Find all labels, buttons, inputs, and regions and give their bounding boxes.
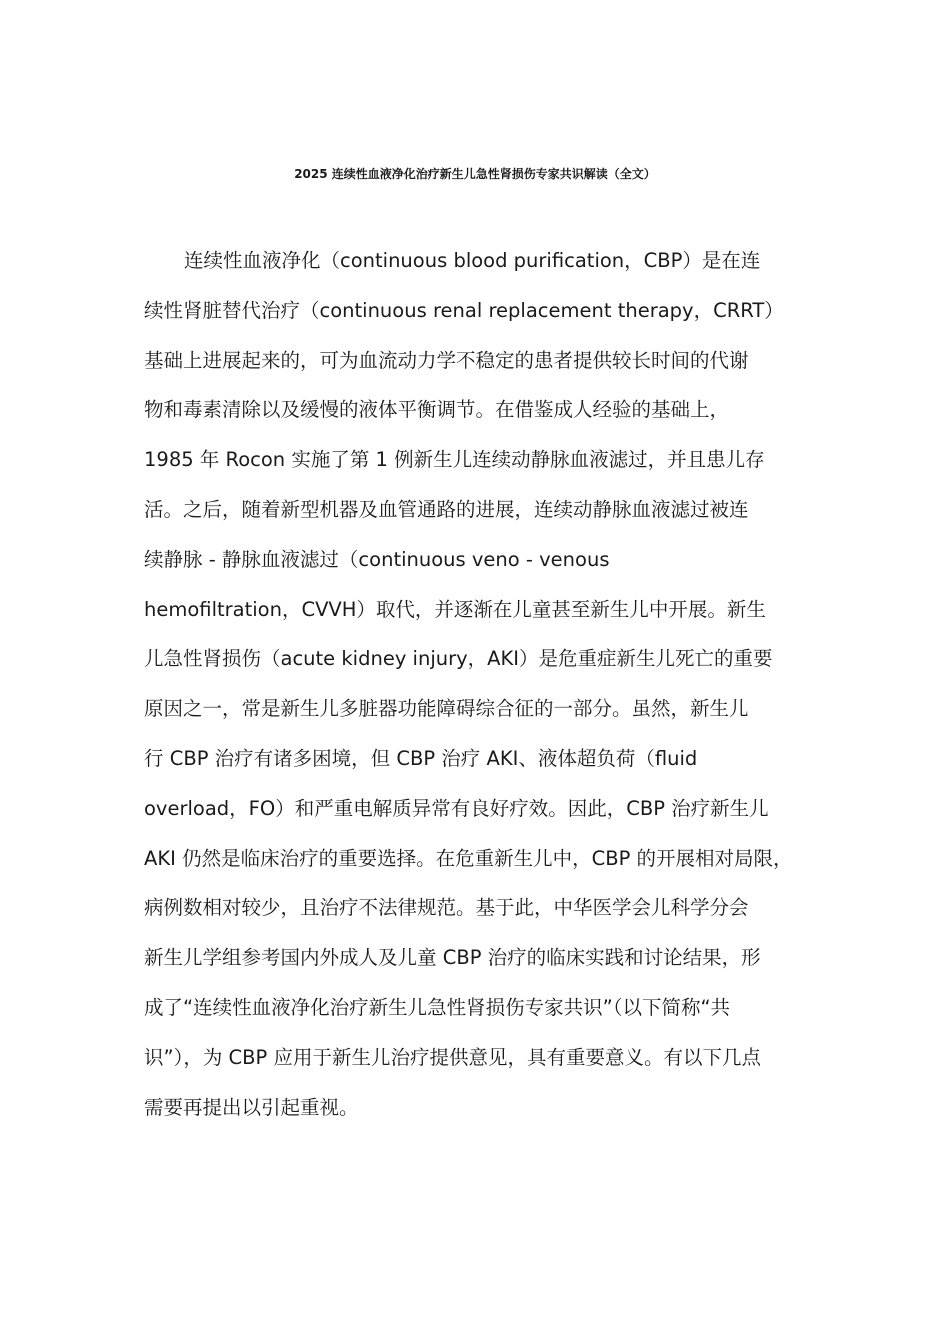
paragraph-line: 活。之后，随着新型机器及血管通路的进展，连续动静脉血液滤过被连 [144,497,749,521]
paragraph-line: 续静脉 - 静脉血液滤过（continuous veno - venous [144,547,610,571]
paragraph-line: overload，FO）和严重电解质异常有良好疗效。因此，CBP 治疗新生儿 [144,796,769,820]
paragraph-line: AKI 仍然是临床治疗的重要选择。在危重新生儿中，CBP 的开展相对局限， [144,846,793,870]
paragraph-line: 成了“连续性血液净化治疗新生儿急性肾损伤专家共识”（以下简称“共 [144,995,731,1019]
paragraph-line: 续性肾脏替代治疗（continuous renal replacement therapy，CRRT） [144,298,784,322]
paragraph-line: 原因之一，常是新生儿多脏器功能障碍综合征的一部分。虽然，新生儿 [144,697,749,721]
paragraph-line: 1985 年 Rocon 实施了第 1 例新生儿连续动静脉血液滤过，并且患儿存 [144,448,765,472]
paragraph-line: 行 CBP 治疗有诸多困境，但 CBP 治疗 AKI、液体超负荷（fluid [144,746,698,770]
paragraph-line: 需要再提出以引起重视。 [144,1095,359,1119]
paragraph-line: 物和毒素清除以及缓慢的液体平衡调节。在借鉴成人经验的基础上， [144,398,730,422]
paragraph-line: 病例数相对较少，且治疗不法律规范。基于此，中华医学会儿科学分会 [144,896,749,920]
paragraph-line: 儿急性肾损伤（acute kidney injury，AKI）是危重症新生儿死亡的重要 [144,647,773,671]
paragraph-line: hemofiltration，CVVH）取代，并逐渐在儿童甚至新生儿中开展。新生 [144,597,766,621]
paragraph-line: 连续性血液净化（continuous blood purification，CBP）是在连 [184,249,761,272]
document-paragraph [144,243,824,1139]
paragraph-line: 基础上进展起来的，可为血流动力学不稳定的患者提供较长时间的代谢 [144,348,749,372]
paragraph-line: 识”），为 CBP 应用于新生儿治疗提供意见，具有重要意义。有以下几点 [144,1045,762,1069]
document-title: 2025 连续性血液净化治疗新生儿急性肾损伤专家共识解读（全文） [294,167,656,181]
paragraph-line: 新生儿学组参考国内外成人及儿童 CBP 治疗的临床实践和讨论结果，形 [144,946,761,970]
